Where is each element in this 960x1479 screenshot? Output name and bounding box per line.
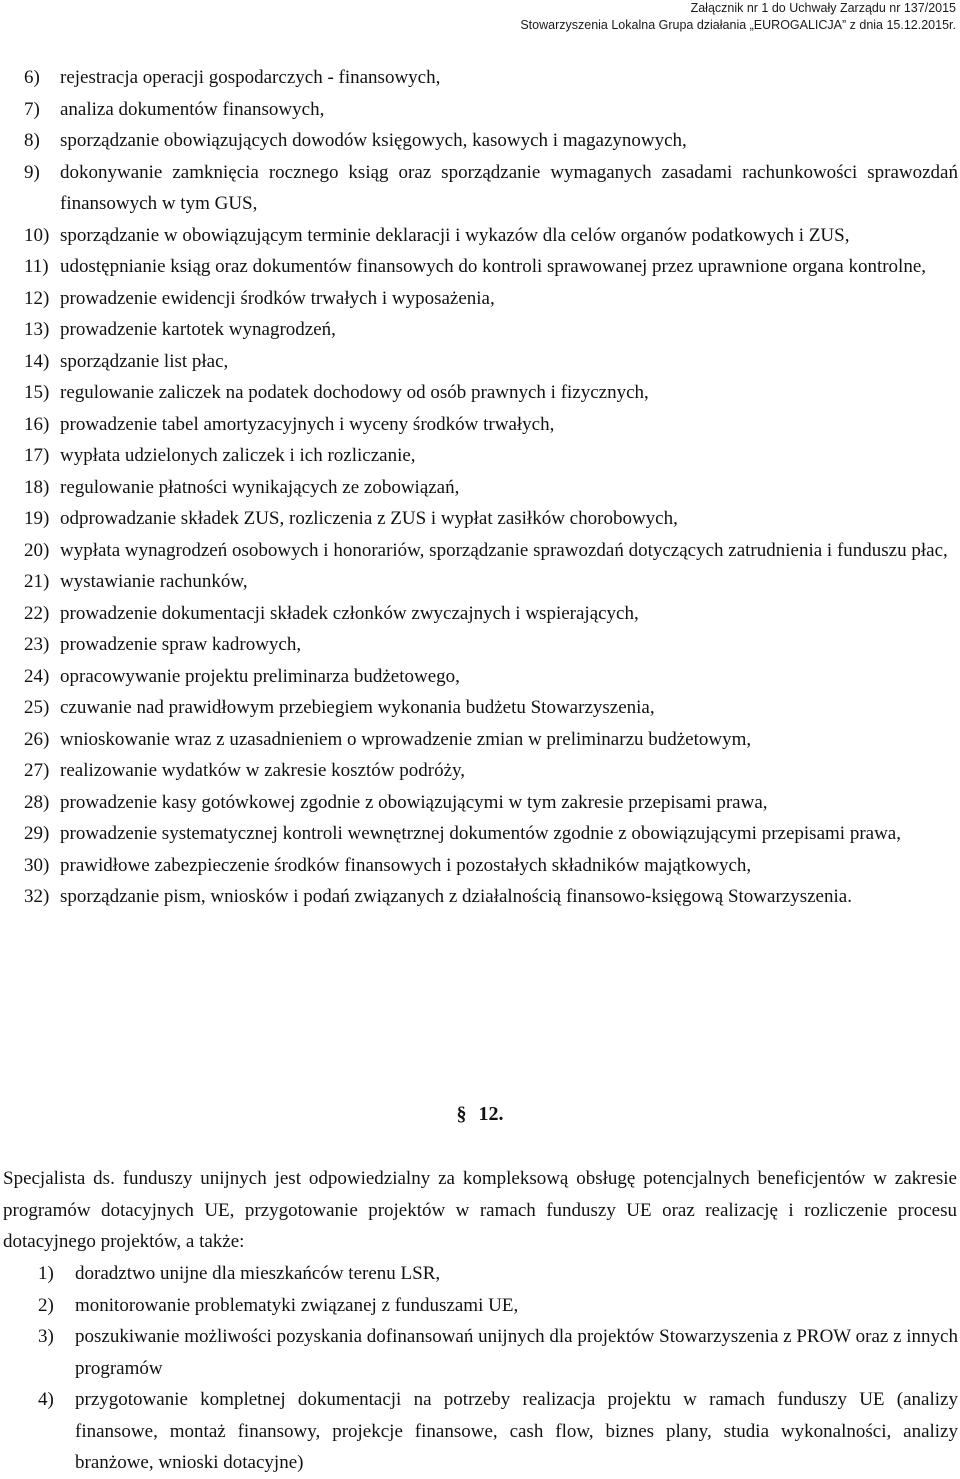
item-number: 10): [24, 224, 50, 246]
list-item: [0, 598, 958, 630]
list-item: [0, 409, 958, 441]
item-text: prowadzenie ewidencji środków trwałych i wyposażenia,: [60, 287, 495, 309]
item-number: 11): [24, 256, 49, 277]
item-text: realizowanie wydatków w zakresie kosztów podróży,: [60, 760, 466, 781]
list-item: [0, 503, 958, 535]
item-number: 21): [24, 571, 50, 592]
list-item: [0, 1290, 958, 1322]
document-header: [520, 0, 956, 34]
item-number: 20): [24, 539, 50, 561]
item-number: 9): [24, 161, 40, 183]
list-item: [0, 125, 958, 157]
list-item: [0, 94, 958, 126]
item-text: analiza dokumentów finansowych,: [60, 98, 325, 120]
item-text: dokonywanie zamknięcia rocznego ksiąg oraz sporządzanie wymaganych zasadami rachunkowości sprawozdań finansowych w tym GUS,: [60, 161, 958, 214]
list-item: [0, 535, 958, 567]
item-text: sporządzanie pism, wniosków i podań związanych z działalnością finansowo-księgową Stowarzyszenia.: [60, 886, 852, 907]
item-number: 22): [24, 602, 50, 624]
item-number: 13): [24, 319, 50, 340]
item-number: 17): [24, 445, 50, 466]
item-text: wypłata udzielonych zaliczek i ich rozliczanie,: [60, 445, 416, 466]
section-heading: [0, 1103, 960, 1126]
item-number: 29): [24, 823, 50, 844]
item-number: 15): [24, 382, 50, 403]
item-number: 32): [24, 886, 50, 907]
list-item: [0, 1384, 958, 1479]
item-text: sporządzanie list płac,: [60, 350, 229, 372]
item-number: 23): [24, 634, 50, 655]
item-text: poszukiwanie możliwości pozyskania dofinansowań unijnych dla projektów Stowarzyszenia z PROW oraz z innych programów: [75, 1326, 958, 1379]
list-item: [0, 724, 958, 756]
list-item: [0, 251, 958, 283]
list-item: [0, 818, 958, 850]
item-number: 16): [24, 413, 50, 435]
section-paragraph: Specjalista ds. funduszy unijnych jest odpowiedzialny za kompleksową obsługę potencjalnych beneficjentów w zakresie programów dotacyjnych UE, przygotowanie projektów w ramach funduszy UE oraz realizację i rozliczenie procesu dotacyjnego projektów, a także:: [3, 1168, 957, 1252]
item-text: prowadzenie tabel amortyzacyjnych i wyceny środków trwałych,: [60, 413, 555, 435]
item-number: 27): [24, 760, 50, 781]
list-item: [0, 283, 958, 315]
list-item: [0, 346, 958, 378]
item-number: 7): [24, 98, 40, 120]
item-text: regulowanie płatności wynikających ze zobowiązań,: [60, 476, 460, 498]
item-text: rejestracja operacji gospodarczych - finansowych,: [60, 67, 441, 88]
list-item: [0, 692, 958, 724]
header-line-1: Załącznik nr 1 do Uchwały Zarządu nr 137/2015: [690, 1, 956, 15]
item-number: 30): [24, 854, 50, 876]
item-text: sporządzanie obowiązujących dowodów księgowych, kasowych i magazynowych,: [60, 130, 687, 151]
list-item: [0, 440, 958, 472]
list-item: [0, 62, 958, 94]
list-item: [0, 629, 958, 661]
list-item: [0, 1258, 958, 1290]
item-text: odprowadzanie składek ZUS, rozliczenia z ZUS i wypłat zasiłków chorobowych,: [60, 508, 678, 529]
item-number: 26): [24, 728, 50, 750]
item-text: prowadzenie kasy gotówkowej zgodnie z obowiązującymi w tym zakresie przepisami prawa,: [60, 791, 768, 813]
list-item: [0, 661, 958, 693]
header-line-2: Stowarzyszenia Lokalna Grupa działania „EUROGALICJA” z dnia 15.12.2015r.: [520, 18, 956, 32]
section-mark: §: [456, 1103, 467, 1125]
item-number: 24): [24, 665, 50, 687]
item-number: 3): [38, 1326, 54, 1347]
item-text: prowadzenie systematycznej kontroli wewnętrznej dokumentów zgodnie z obowiązującymi przepisami prawa,: [60, 823, 901, 844]
item-text: prowadzenie dokumentacji składek członków zwyczajnych i wspierających,: [60, 602, 639, 624]
list-item: [0, 157, 958, 220]
item-text: wypłata wynagrodzeń osobowych i honorariów, sporządzanie sprawozdań dotyczących zatrudnienia i funduszu płac,: [60, 539, 948, 561]
item-text: prowadzenie kartotek wynagrodzeń,: [60, 319, 336, 340]
item-text: opracowywanie projektu preliminarza budżetowego,: [60, 665, 460, 687]
item-text: przygotowanie kompletnej dokumentacji na potrzeby realizacja projektu w ramach funduszy UE (analizy finansowe, montaż finansowy, projekcje finansowe, cash flow, biznes plany, studia wykonalności, analizy branżowe, wnioski dotacyjne): [75, 1389, 958, 1473]
item-number: 6): [24, 67, 40, 88]
list-item: [0, 755, 958, 787]
list-item: [0, 472, 958, 504]
item-text: czuwanie nad prawidłowym przebiegiem wykonania budżetu Stowarzyszenia,: [60, 697, 655, 718]
item-number: 14): [24, 350, 50, 372]
list-item: [0, 566, 958, 598]
item-text: udostępnianie ksiąg oraz dokumentów finansowych do kontroli sprawowanej przez uprawnione organa kontrolne,: [60, 256, 927, 277]
list-item: [0, 220, 958, 252]
item-number: 1): [38, 1263, 54, 1284]
item-number: 19): [24, 508, 50, 529]
list-item: [0, 1321, 958, 1384]
list-item: [0, 881, 958, 913]
section-number: 12.: [478, 1103, 504, 1125]
item-number: 8): [24, 130, 40, 151]
item-text: prowadzenie spraw kadrowych,: [60, 634, 302, 655]
item-text: sporządzanie w obowiązującym terminie deklaracji i wykazów dla celów organów podatkowych i ZUS,: [60, 224, 850, 246]
item-number: 4): [38, 1389, 54, 1410]
item-text: doradztwo unijne dla mieszkańców terenu LSR,: [75, 1263, 441, 1284]
item-text: monitorowanie problematyki związanej z funduszami UE,: [75, 1294, 519, 1316]
list-item: [0, 314, 958, 346]
list-item: [0, 850, 958, 882]
item-text: regulowanie zaliczek na podatek dochodowy od osób prawnych i fizycznych,: [60, 382, 649, 403]
item-text: wnioskowanie wraz z uzasadnieniem o wprowadzenie zmian w preliminarzu budżetowym,: [60, 728, 752, 750]
item-text: wystawianie rachunków,: [60, 571, 248, 592]
item-text: prawidłowe zabezpieczenie środków finansowych i pozostałych składników majątkowych,: [60, 854, 752, 876]
duties-list: [0, 62, 958, 913]
list-item: [0, 787, 958, 819]
list-item: [0, 377, 958, 409]
eu-funds-duties-list: [0, 1258, 958, 1479]
item-number: 2): [38, 1294, 54, 1316]
item-number: 25): [24, 697, 50, 718]
item-number: 12): [24, 287, 50, 309]
item-number: 28): [24, 791, 50, 813]
item-number: 18): [24, 476, 50, 498]
